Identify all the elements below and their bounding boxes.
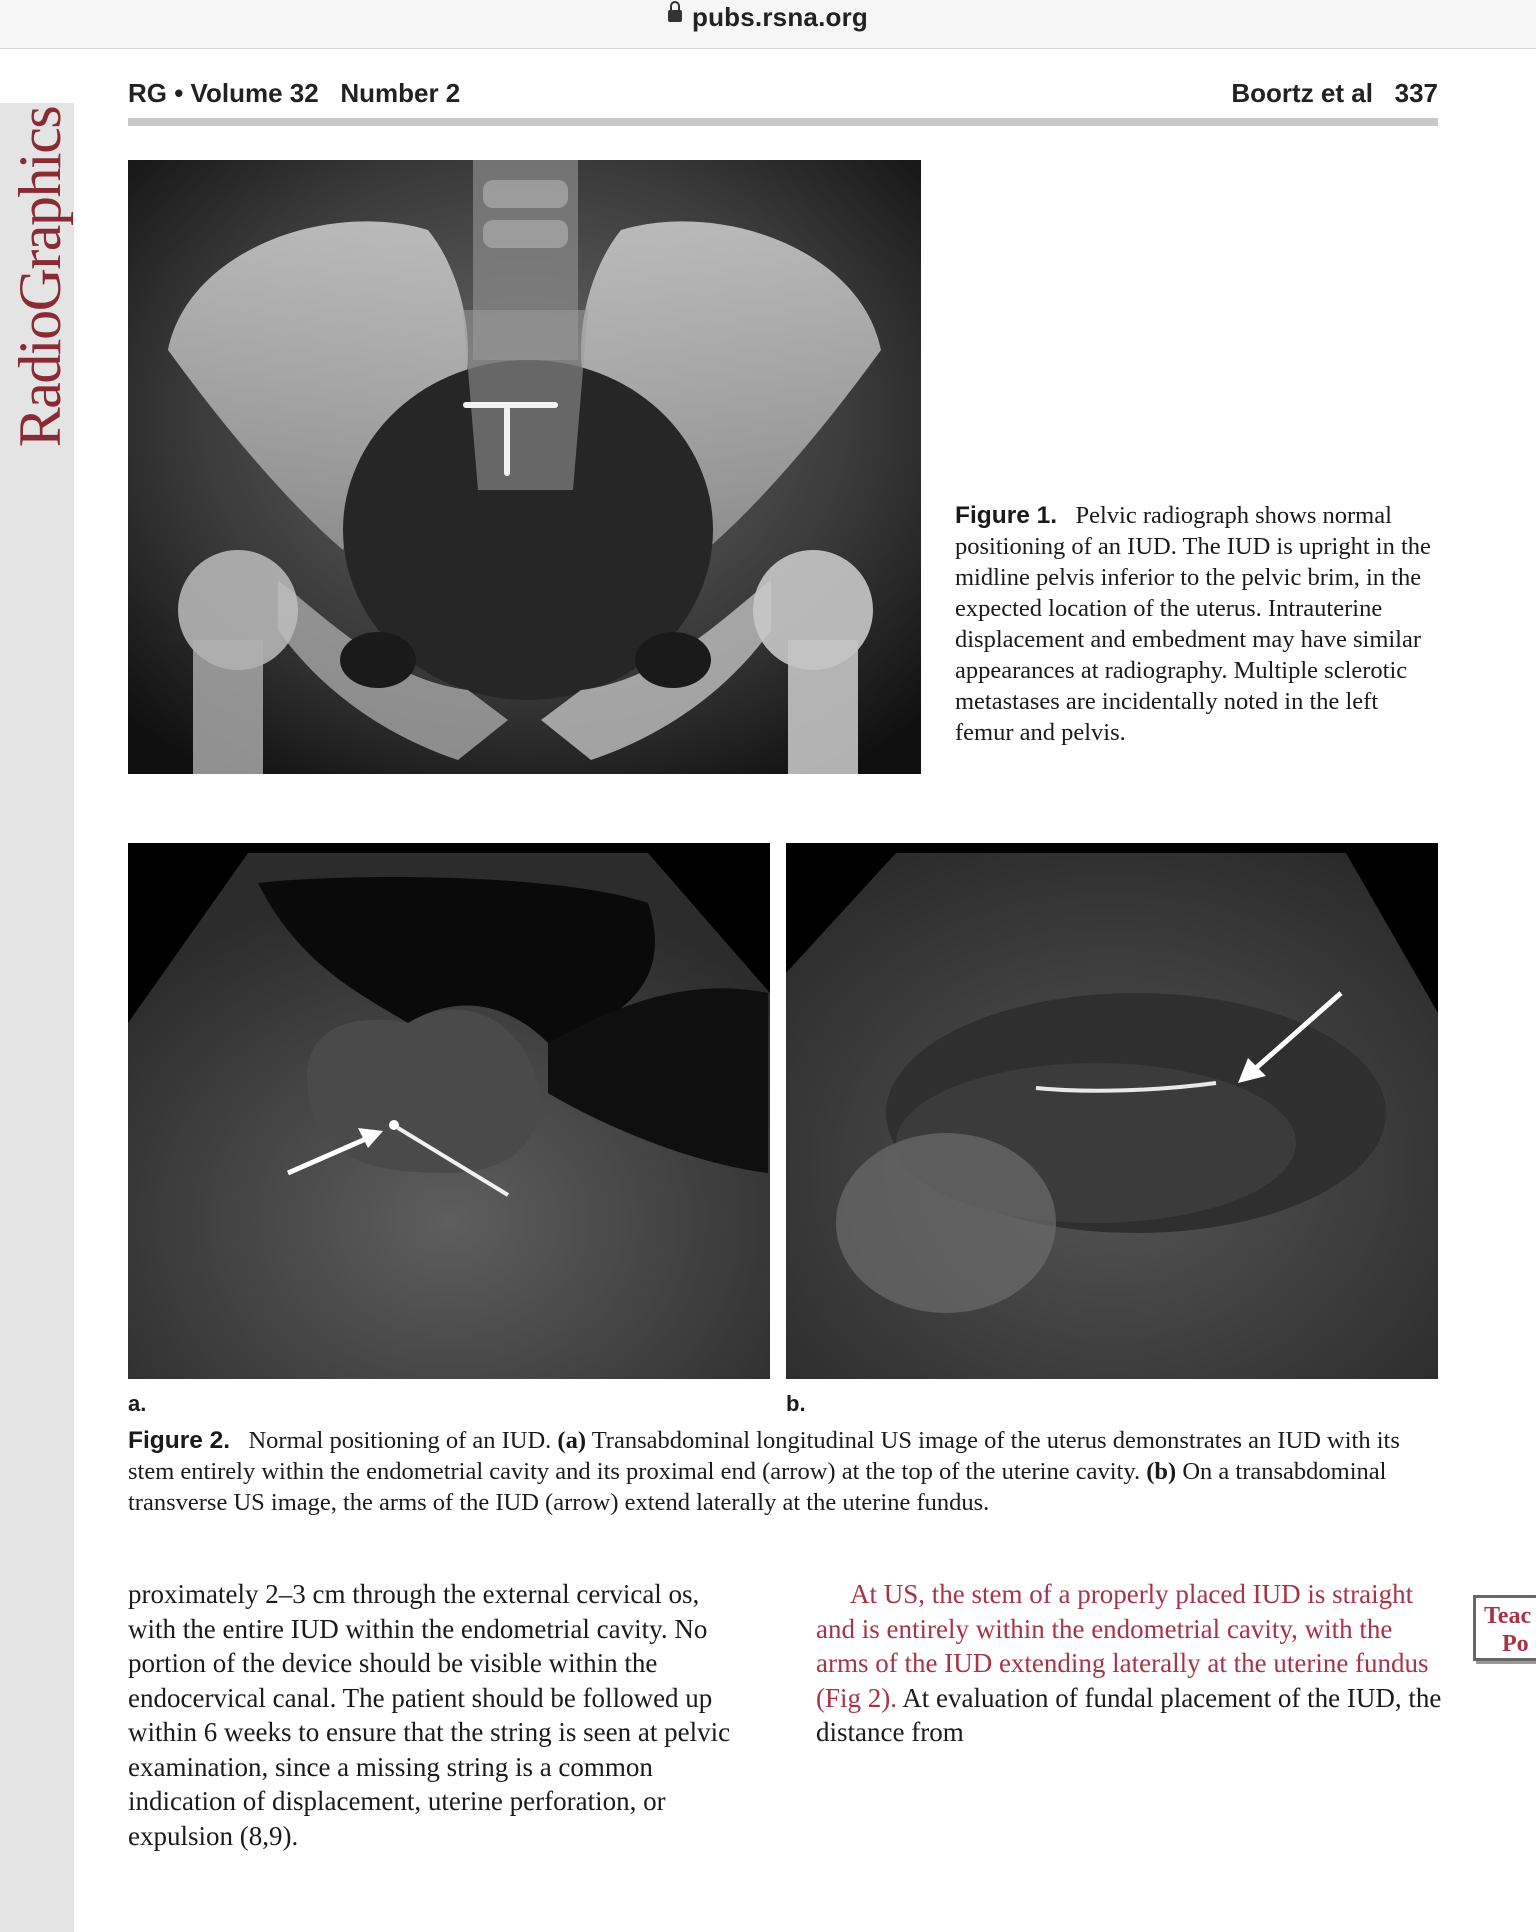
figure2-caption-b-marker: (b): [1146, 1458, 1177, 1485]
header-rule: [128, 118, 1438, 126]
figure2-label: Figure 2.: [128, 1427, 231, 1454]
body-left-column: proximately 2–3 cm through the external cervical os, with the entire IUD within the endometrial cavity. No portion of the device should be visible within the endocervical canal. The patient should be followed up within 6 weeks to ensure that the string is seen at pelvic examination, since a missing string is a common indication of displacement, uterine perforation, or expulsion (8,9).: [128, 1579, 731, 1851]
figure2-panel-a-label: a.: [128, 1391, 147, 1416]
figure2a-ultrasound: [128, 843, 770, 1379]
figure2-caption: [128, 1425, 1448, 1518]
figure1-caption-text: Pelvic radiograph shows normal positioning of an IUD. The IUD is upright in the midline pelvis inferior to the pelvic brim, in the expected location of the uterus. Intrauterine displacement and embedment may have similar appearances at radiography. Multiple sclerotic metastases are incidentally noted in the left femur and pelvis.: [955, 502, 1431, 746]
figure2b-ultrasound: [786, 843, 1438, 1379]
teaching-point-line1: Teac: [1484, 1603, 1532, 1629]
body-right-column-rest: At evaluation of fundal placement of the IUD, the distance from: [816, 1682, 1442, 1747]
body-right-column: [816, 1577, 1446, 1750]
lock-icon: [668, 10, 682, 22]
running-header-left: RG • Volume 32 Number 2: [128, 78, 461, 108]
teaching-point-text[interactable]: At US, the stem of a properly placed IUD is straight and is entirely within the endometrial cavity, with the arms of the IUD extending laterally at the uterine fundus (Fig 2).: [816, 1579, 1429, 1713]
journal-name: RadioGraphics: [7, 106, 73, 448]
figure2-caption-a-text: Transabdominal longitudinal US image of the uterus demonstrates an IUD with its stem entirely within the endometrial cavity and its proximal end (arrow) at the top of the uterine cavity.: [128, 1427, 1400, 1485]
teaching-point-badge[interactable]: [1473, 1595, 1536, 1661]
url-text: pubs.rsna.org: [692, 2, 868, 32]
figure2-panel-b-label: b.: [786, 1391, 806, 1416]
figure1-label: Figure 1.: [955, 502, 1058, 529]
figure2-caption-a-marker: (a): [557, 1427, 586, 1454]
teaching-point-line2: Po: [1502, 1631, 1529, 1657]
url-display[interactable]: [0, 2, 1536, 33]
figure2-caption-intro: Normal positioning of an IUD.: [248, 1427, 552, 1454]
running-header-right: Boortz et al 337: [1231, 78, 1438, 108]
figure2-caption-b-text: On a transabdominal transverse US image, the arms of the IUD (arrow) extend laterally at the uterine fundus.: [128, 1458, 1387, 1516]
figure1-radiograph: [128, 160, 921, 774]
figure1-caption: [955, 500, 1435, 748]
